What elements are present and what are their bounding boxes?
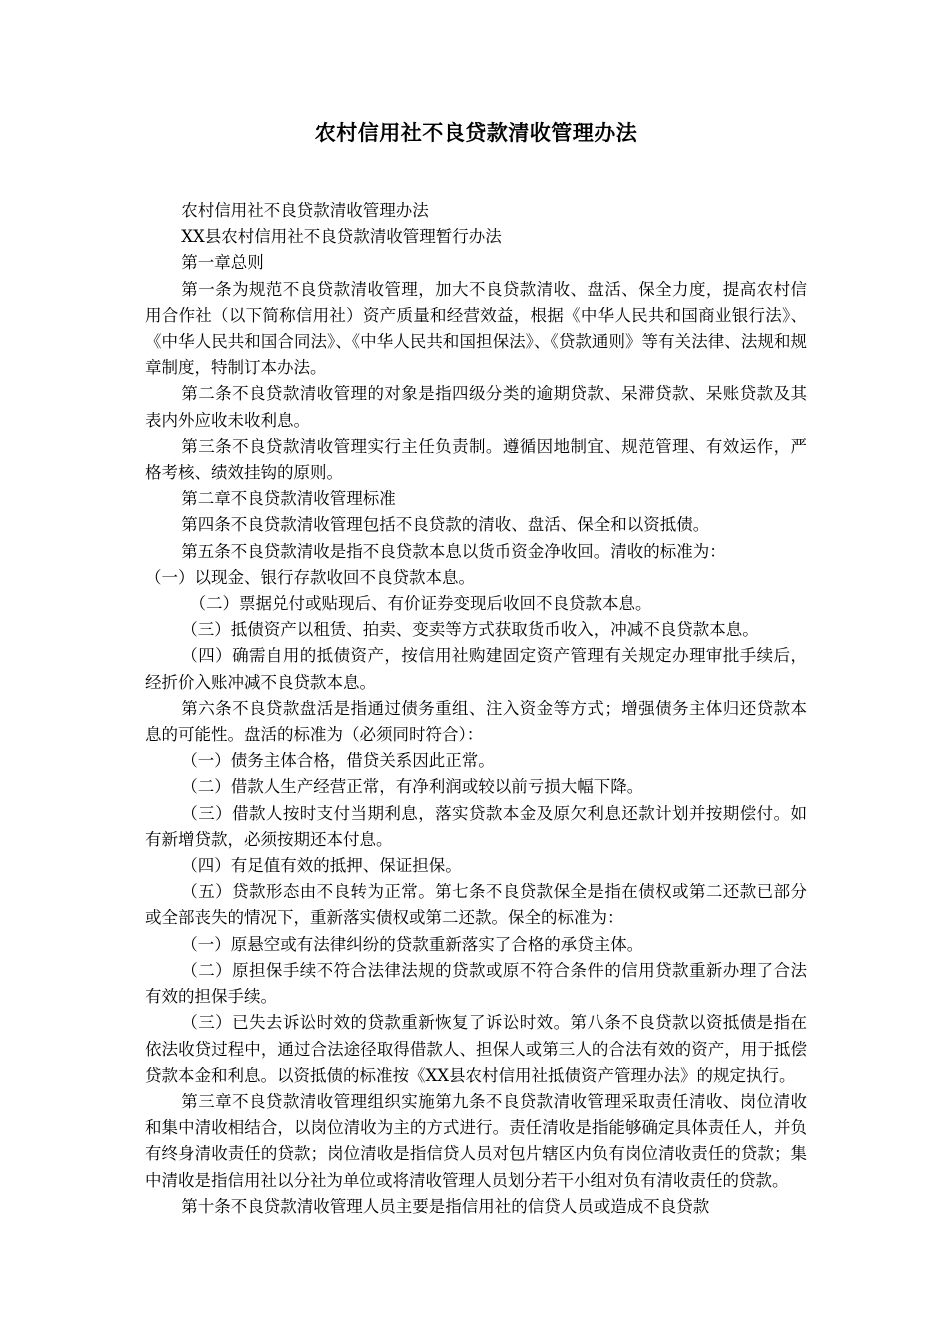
paragraph: 第一条为规范不良贷款清收管理，加大不良贷款清收、盘活、保全力度，提高农村信用合作社（以下简称信用社）资产质量和经营效益，根据《中华人民共和国商业银行法》、《中华人民共和国合同法》、《中华人民共和国担保法》、《贷款通则》等有关法律、法规和规章制度，特制订本办法。 — [145, 279, 807, 378]
list-item: （五）贷款形态由不良转为正常。第七条不良贷款保全是指在债权或第二还款已部分或全部丧失的情况下，重新落实债权或第二还款。保全的标准为： — [145, 882, 807, 928]
list-item: （三）抵债资产以租赁、拍卖、变卖等方式获取货币收入，冲减不良贷款本息。 — [181, 620, 759, 640]
chapter-heading: 第一章总则 — [181, 253, 264, 273]
list-item: （一）债务主体合格，借贷关系因此正常。 — [181, 751, 495, 771]
list-item: （三）借款人按时支付当期利息，落实贷款本金及原欠利息还款计划并按期偿付。如有新增贷款，必须按期还本付息。 — [145, 803, 807, 849]
paragraph: XX县农村信用社不良贷款清收管理暂行办法 — [181, 227, 502, 247]
chapter-heading: 第二章不良贷款清收管理标准 — [181, 489, 396, 509]
paragraph: 第五条不良贷款清收是指不良贷款本息以货币资金净收回。清收的标准为： — [181, 541, 726, 561]
paragraph: 第三章不良贷款清收管理组织实施第九条不良贷款清收管理采取责任清收、岗位清收和集中清收相结合，以岗位清收为主的方式进行。责任清收是指能够确定具体责任人，并负有终身清收责任的贷款；岗位清收是指信贷人员对包片辖区内负有岗位清收责任的贷款；集中清收是指信用社以分社为单位或将清收管理人员划分若干小组对负有清收责任的贷款。 — [145, 1091, 807, 1190]
paragraph: 第十条不良贷款清收管理人员主要是指信用社的信贷人员或造成不良贷款 — [181, 1196, 710, 1216]
list-item: （四）确需自用的抵债资产，按信用社购建固定资产管理有关规定办理审批手续后，经折价入账冲减不良贷款本息。 — [145, 646, 807, 692]
paragraph: 第四条不良贷款清收管理包括不良贷款的清收、盘活、保全和以资抵债。 — [181, 515, 710, 535]
paragraph: 农村信用社不良贷款清收管理办法 — [181, 201, 429, 220]
paragraph: 第六条不良贷款盘活是指通过债务重组、注入资金等方式；增强债务主体归还贷款本息的可能性。盘活的标准为（必须同时符合）： — [145, 698, 807, 745]
document-title: 农村信用社不良贷款清收管理办法 — [314, 121, 638, 145]
list-item: （一）以现金、银行存款收回不良贷款本息。 — [145, 567, 475, 587]
list-item: （一）原悬空或有法律纠纷的贷款重新落实了合格的承贷主体。 — [181, 934, 644, 954]
paragraph: 第三条不良贷款清收管理实行主任负责制。遵循因地制宜、规范管理、有效运作，严格考核、绩效挂钩的原则。 — [145, 436, 807, 483]
list-item: （二）原担保手续不符合法律法规的贷款或原不符合条件的信用贷款重新办理了合法有效的担保手续。 — [145, 960, 807, 1007]
document-text — [145, 198, 807, 1220]
list-item: （二）票据兑付或贴现后、有价证券变现后收回不良贷款本息。 — [189, 594, 652, 614]
paragraph: 第二条不良贷款清收管理的对象是指四级分类的逾期贷款、呆滞贷款、呆账贷款及其表内外应收未收利息。 — [145, 384, 807, 430]
list-item: （三）已失去诉讼时效的贷款重新恢复了诉讼时效。第八条不良贷款以资抵债是指在依法收贷过程中，通过合法途径取得借款人、担保人或第三人的合法有效的资产，用于抵偿贷款本金和利息。以资抵债的标准按《XX县农村信用社抵债资产管理办法》的规定执行。 — [145, 1013, 807, 1085]
document-body — [145, 118, 807, 1220]
list-item: （四）有足值有效的抵押、保证担保。 — [181, 856, 462, 876]
list-item: （二）借款人生产经营正常，有净利润或较以前亏损大幅下降。 — [181, 777, 644, 797]
